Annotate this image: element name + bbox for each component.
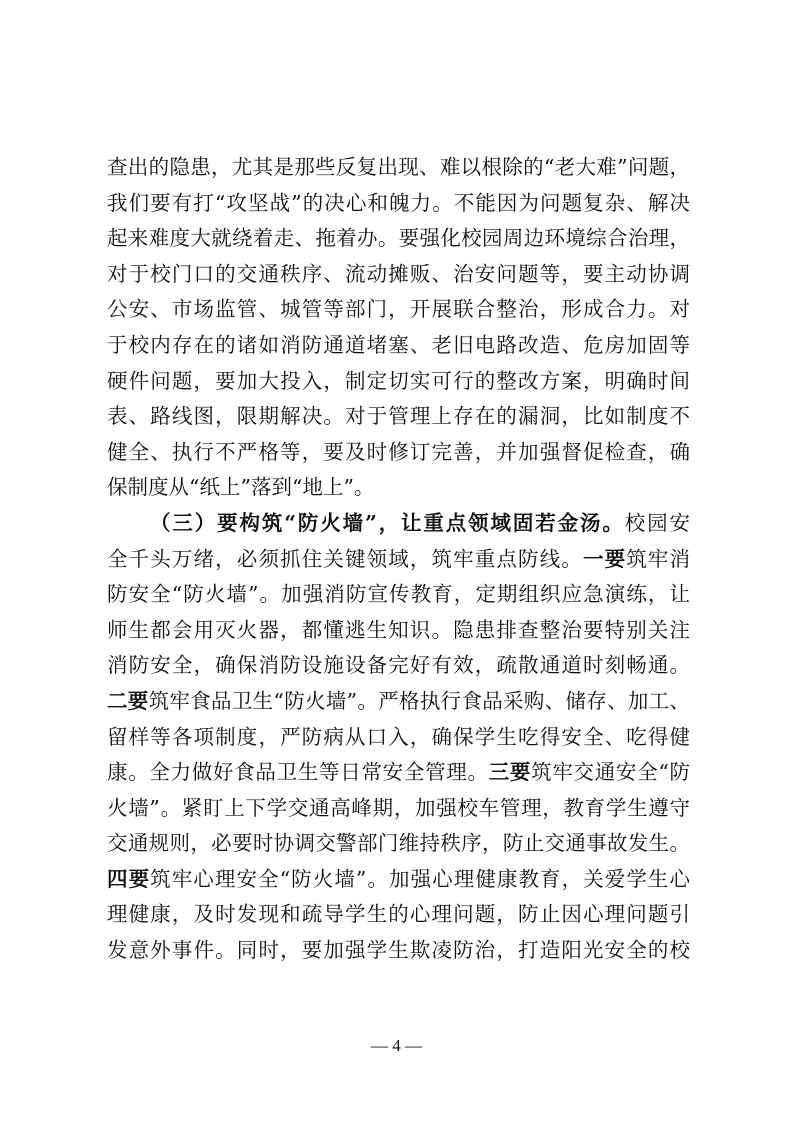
paragraph	[107, 506, 690, 969]
bold-keyword: 一要	[582, 546, 627, 571]
text-line: 硬件问题，要加大投入，制定切实可行的整改方案，明确时间	[107, 368, 690, 393]
text-line: 于校内存在的诸如消防通道堵塞、老旧电路改造、危房加固等	[107, 332, 690, 357]
text-line: 全千头万绪，必须抓住关键领域，筑牢重点防线。一要筑牢消	[107, 546, 690, 571]
text-line: 防安全“防火墙”。加强消防宣传教育，定期组织应急演练，让	[107, 582, 690, 607]
text-line: 查出的隐患，尤其是那些反复出现、难以根除的“老大难”问题，	[107, 155, 690, 179]
bold-keyword: 二要	[107, 688, 149, 713]
text-line: 留样等各项制度，严防病从口入，确保学生吃得安全、吃得健	[107, 724, 690, 749]
text-line: 康。全力做好食品卫生等日常安全管理。三要筑牢交通安全“防	[107, 760, 690, 785]
text-line: 交通规则，必要时协调交警部门维持秩序，防止交通事故发生。	[107, 831, 690, 856]
text-line: 师生都会用灭火器，都懂逃生知识。隐患排查整治要特别关注	[107, 617, 690, 642]
document-body	[107, 150, 690, 969]
text-line: 二要筑牢食品卫生“防火墙”。严格执行食品采购、储存、加工、	[107, 688, 690, 713]
bold-keyword: 四要	[107, 866, 151, 891]
paragraph	[107, 150, 690, 506]
text-line: 对于校门口的交通秩序、流动摊贩、治安问题等，要主动协调	[107, 261, 690, 286]
text-line: （三）要构筑“防火墙”，让重点领域固若金汤。校园安	[150, 510, 690, 535]
text-line: 保制度从“纸上”落到“地上”。	[107, 475, 375, 500]
text-line: 理健康，及时发现和疏导学生的心理问题，防止因心理问题引	[107, 902, 690, 927]
text-line: 起来难度大就绕着走、拖着办。要强化校园周边环境综合治理，	[107, 226, 690, 251]
text-line: 我们要有打“攻坚战”的决心和魄力。不能因为问题复杂、解决	[107, 190, 690, 215]
text-line: 公安、市场监管、城管等部门，开展联合整治，形成合力。对	[107, 297, 690, 322]
bold-keyword: 三要	[488, 760, 532, 785]
text-line: 健全、执行不严格等，要及时修订完善，并加强督促检查，确	[107, 439, 690, 464]
text-line: 表、路线图，限期解决。对于管理上存在的漏洞，比如制度不	[107, 404, 690, 429]
text-line: 消防安全，确保消防设施设备完好有效，疏散通道时刻畅通。	[107, 653, 690, 678]
text-line: 四要筑牢心理安全“防火墙”。加强心理健康教育，关爱学生心	[107, 866, 690, 891]
text-line: 发意外事件。同时，要加强学生欺凌防治，打造阳光安全的校	[107, 938, 690, 963]
section-heading: （三）要构筑“防火墙”，让重点领域固若金汤。	[150, 510, 625, 535]
text-line: 火墙”。紧盯上下学交通高峰期，加强校车管理，教育学生遵守	[107, 795, 690, 820]
page-number: — 4 —	[371, 1036, 422, 1055]
